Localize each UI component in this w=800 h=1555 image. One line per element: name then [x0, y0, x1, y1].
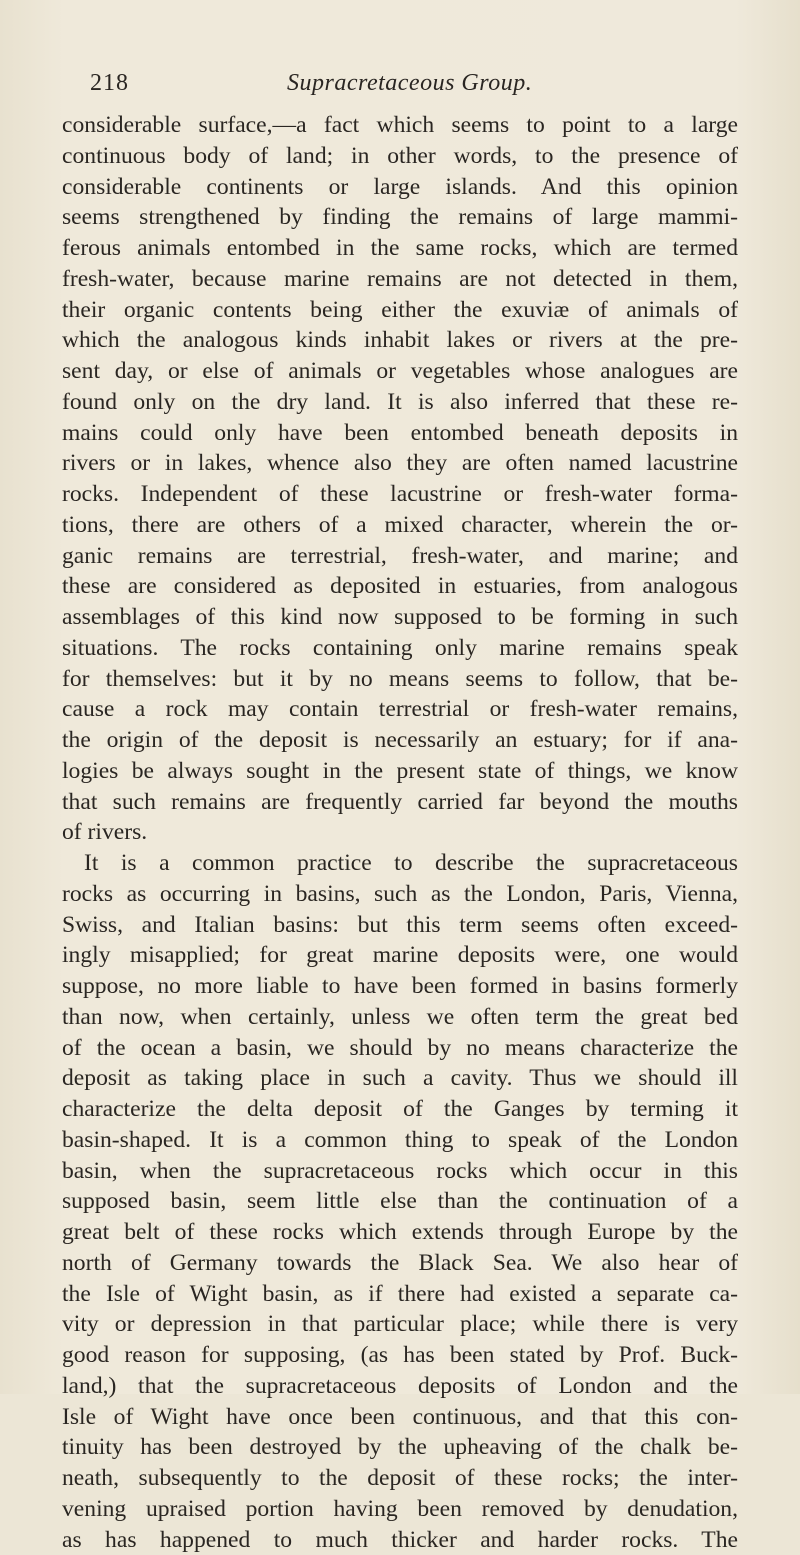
text-line: deposit as taking place in such a cavity. Thus we should ill — [62, 1063, 738, 1094]
running-title: Supracretaceous Group. — [287, 70, 532, 97]
paragraph-end-line: of rivers. — [62, 817, 738, 848]
text-line: situations. The rocks containing only marine remains speak — [62, 633, 738, 664]
text-line: characterize the delta deposit of the Ganges by terming it — [62, 1094, 738, 1125]
text-line: Swiss, and Italian basins: but this term seems often exceed- — [62, 910, 738, 941]
text-line: mains could only have been entombed beneath deposits in — [62, 418, 738, 449]
text-line: north of Germany towards the Black Sea. We also hear of — [62, 1248, 738, 1279]
text-line: for themselves: but it by no means seems to follow, that be- — [62, 664, 738, 695]
text-line: considerable surface,—a fact which seems to point to a large — [62, 110, 738, 141]
text-line: supposed basin, seem little else than the continuation of a — [62, 1186, 738, 1217]
text-line: logies be always sought in the present state of things, we know — [62, 756, 738, 787]
text-line: great belt of these rocks which extends through Europe by the — [62, 1217, 738, 1248]
text-line: basin-shaped. It is a common thing to speak of the London — [62, 1125, 738, 1156]
text-line: than now, when certainly, unless we often term the great bed — [62, 1002, 738, 1033]
text-line: assemblages of this kind now supposed to be forming in such — [62, 602, 738, 633]
text-line: rocks. Independent of these lacustrine or fresh-water forma- — [62, 479, 738, 510]
text-line: vening upraised portion having been removed by denudation, — [62, 1494, 738, 1525]
text-line: the Isle of Wight basin, as if there had existed a separate ca- — [62, 1279, 738, 1310]
text-line: the origin of the deposit is necessarily an estuary; for if ana- — [62, 725, 738, 756]
text-line: ganic remains are terrestrial, fresh-water, and marine; and — [62, 541, 738, 572]
text-line: sent day, or else of animals or vegetables whose analogues are — [62, 356, 738, 387]
text-line: ferous animals entombed in the same rocks, which are termed — [62, 233, 738, 264]
text-line: their organic contents being either the exuviæ of animals of — [62, 295, 738, 326]
text-line: rivers or in lakes, whence also they are often named lacustrine — [62, 448, 738, 479]
text-line: that such remains are frequently carried far beyond the mouths — [62, 787, 738, 818]
text-line: found only on the dry land. It is also inferred that these re- — [62, 387, 738, 418]
text-line: suppose, no more liable to have been formed in basins formerly — [62, 971, 738, 1002]
text-line: rocks as occurring in basins, such as the London, Paris, Vienna, — [62, 879, 738, 910]
text-line: of the ocean a basin, we should by no means characterize the — [62, 1033, 738, 1064]
text-line: ingly misapplied; for great marine deposits were, one would — [62, 940, 738, 971]
body-text — [62, 110, 738, 1555]
page-number: 218 — [90, 70, 129, 97]
text-line: seems strengthened by finding the remains of large mammi- — [62, 202, 738, 233]
text-line: fresh-water, because marine remains are not detected in them, — [62, 264, 738, 295]
text-line: tinuity has been destroyed by the upheaving of the chalk be- — [62, 1432, 738, 1463]
text-line: good reason for supposing, (as has been stated by Prof. Buck- — [62, 1340, 738, 1371]
text-line: which the analogous kinds inhabit lakes or rivers at the pre- — [62, 325, 738, 356]
text-line: as has happened to much thicker and harder rocks. The — [62, 1525, 738, 1555]
text-line: cause a rock may contain terrestrial or fresh-water remains, — [62, 694, 738, 725]
running-head — [90, 70, 738, 104]
text-line: continuous body of land; in other words, to the presence of — [62, 141, 738, 172]
text-line: land,) that the supracretaceous deposits of London and the — [62, 1371, 738, 1402]
text-line: Isle of Wight have once been continuous, and that this con- — [62, 1402, 738, 1433]
text-line: basin, when the supracretaceous rocks which occur in this — [62, 1156, 738, 1187]
text-line: these are considered as deposited in estuaries, from analogous — [62, 571, 738, 602]
text-line: vity or depression in that particular place; while there is very — [62, 1309, 738, 1340]
text-line: considerable continents or large islands. And this opinion — [62, 172, 738, 203]
text-line: neath, subsequently to the deposit of these rocks; the inter- — [62, 1463, 738, 1494]
paragraph-start-line: It is a common practice to describe the supracretaceous — [62, 848, 738, 879]
text-line: tions, there are others of a mixed character, wherein the or- — [62, 510, 738, 541]
